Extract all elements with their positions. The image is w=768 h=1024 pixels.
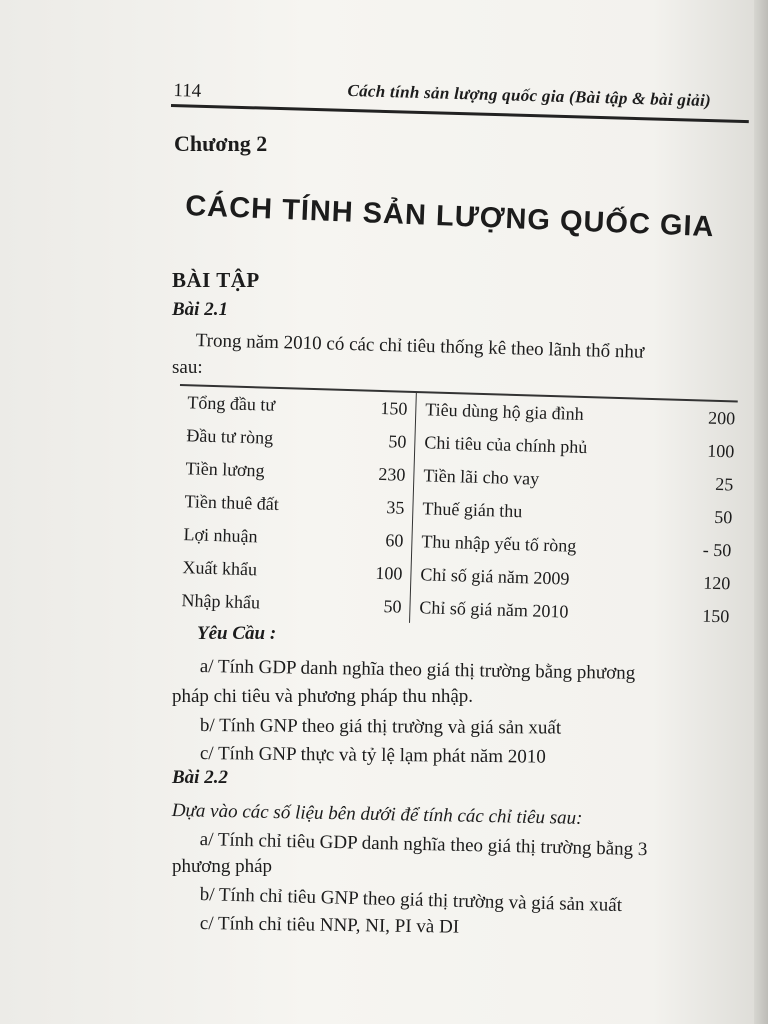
page-edge <box>754 0 768 1024</box>
row-right-value: - 50 <box>702 539 732 561</box>
page-number: 114 <box>173 80 202 102</box>
row-right-value: 25 <box>714 473 734 495</box>
exercise-1-intro-line2: sau: <box>172 357 203 378</box>
row-left-value: 60 <box>385 530 404 551</box>
row-right-label: Thu nhập yếu tố ròng <box>421 531 577 556</box>
chapter-title: CÁCH TÍNH SẢN LƯỢNG QUỐC GIA <box>184 190 716 244</box>
exercise-1-req-a-line2: pháp chi tiêu và phương pháp thu nhập. <box>172 686 474 707</box>
row-left-label: Tiền lương <box>185 458 265 481</box>
row-left-value: 230 <box>378 463 406 485</box>
chapter-label: Chương 2 <box>174 131 268 156</box>
row-left-value: 50 <box>383 596 402 617</box>
row-right-label: Tiền lãi cho vay <box>423 465 540 489</box>
row-left-label: Tiền thuê đất <box>184 491 280 514</box>
running-title: Cách tính sản lượng quốc gia (Bài tập & bài giải) <box>347 80 712 111</box>
row-left-value: 100 <box>375 562 403 584</box>
row-right-label: Tiêu dùng hộ gia đình <box>425 399 584 424</box>
row-right-value: 100 <box>706 440 735 462</box>
exercise-1-req-a-line1: a/ Tính GDP danh nghĩa theo giá thị trường bằng phương <box>199 656 636 684</box>
exercise-2-req-c: c/ Tính chỉ tiêu NNP, NI, PI và DI <box>199 913 460 938</box>
exercise-2-intro: Dựa vào các số liệu bên dưới để tính các chỉ tiêu sau: <box>171 800 583 829</box>
exercise-2-req-a-line1: a/ Tính chỉ tiêu GDP danh nghĩa theo giá thị trường bằng 3 <box>199 829 648 861</box>
row-left-label: Nhập khẩu <box>181 590 261 613</box>
row-left-label: Đầu tư ròng <box>186 425 274 448</box>
exercise-1-req-b: b/ Tính GNP theo giá thị trường và giá sản xuất <box>199 715 562 739</box>
row-right-label: Chi tiêu của chính phủ <box>424 432 588 458</box>
row-right-label: Chỉ số giá năm 2009 <box>420 564 570 589</box>
requirements-title: Yêu Cầu : <box>197 623 277 644</box>
row-left-label: Lợi nhuận <box>183 524 258 547</box>
row-right-value: 200 <box>707 407 736 429</box>
row-left-label: Xuất khẩu <box>182 557 258 580</box>
row-right-label: Thuế gián thu <box>422 498 523 522</box>
exercise-1-title: Bài 2.1 <box>172 299 228 320</box>
row-left-label: Tổng đầu tư <box>187 392 276 415</box>
row-left-value: 150 <box>380 397 408 419</box>
exercise-2-title: Bài 2.2 <box>172 767 228 788</box>
exercise-2-req-a-line2: phương pháp <box>172 856 273 877</box>
row-right-value: 150 <box>702 605 730 627</box>
section-heading: BÀI TẬP <box>172 268 260 292</box>
exercise-2-req-b: b/ Tính chỉ tiêu GNP theo giá thị trường và giá sản xuất <box>199 884 623 917</box>
row-right-value: 120 <box>703 572 731 594</box>
exercise-1-req-c: c/ Tính GNP thực và tỷ lệ lạm phát năm 2010 <box>199 743 546 768</box>
row-left-value: 50 <box>388 431 407 452</box>
row-left-value: 35 <box>386 497 405 518</box>
row-right-value: 50 <box>713 506 733 528</box>
statistics-table <box>173 384 740 641</box>
row-right-label: Chỉ số giá năm 2010 <box>419 597 569 622</box>
exercise-1-intro-line1: Trong năm 2010 có các chỉ tiêu thống kê theo lãnh thổ như <box>195 330 645 363</box>
